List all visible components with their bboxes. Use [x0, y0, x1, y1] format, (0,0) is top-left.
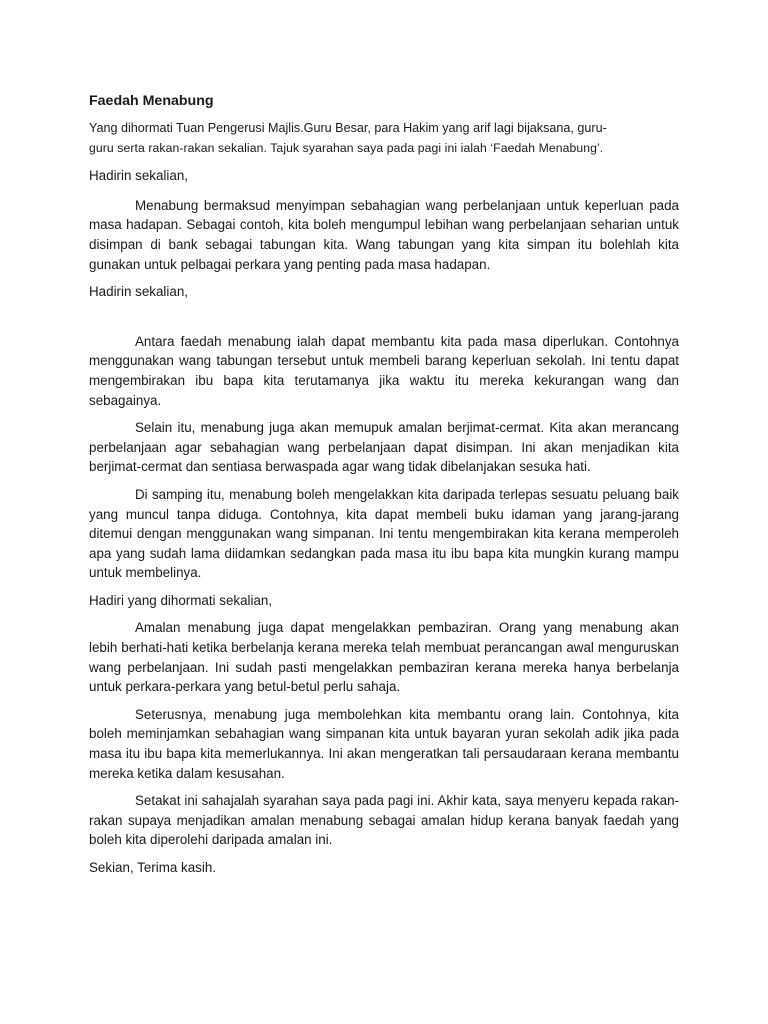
paragraph-4: Di samping itu, menabung boleh mengelakkan kita daripada terlepas sesuatu peluang baik yang muncul tanpa diduga. Contohnya, kita dapat membeli buku idaman yang jarang-jarang ditemui dengan menggunakan wang simpanan. Ini tentu mengembirakan kita kerana memperoleh apa yang sudah lama diidamkan sedangkan pada masa itu ibu bapa kita mungkin kurang mampu untuk membelinya.: [89, 486, 679, 581]
paragraph-5: Amalan menabung juga dapat mengelakkan pembaziran. Orang yang menabung akan lebih berhati-hati ketika berbelanja kerana mereka telah membuat perancangan awal menguruskan wang perbelanjaan. Ini sudah pasti mengelakkan pembaziran kerana mereka hanya berbelanja untuk perkara-perkara yang betul-betul perlu sahaja.: [89, 620, 679, 695]
intro-line-2: guru serta rakan-rakan sekalian. Tajuk syarahan saya pada pagi ini ialah ‘Faedah Menabung’.: [89, 140, 604, 155]
paragraph-3: Selain itu, menabung juga akan memupuk amalan berjimat-cermat. Kita akan merancang perbelanjaan agar sebahagian wang perbelanjaan dapat disimpan. Ini akan menjadikan kita berjimat-cermat dan sentiasa berwaspada agar wang tidak dibelanjakan sesuka hati.: [89, 420, 679, 475]
paragraph-2: Antara faedah menabung ialah dapat membantu kita pada masa diperlukan. Contohnya menggunakan wang tabungan tersebut untuk membeli barang keperluan sekolah. Ini tentu dapat mengembirakan ibu bapa kita terutamanya jika waktu itu mereka kekurangan wang dan sebagainya.: [89, 333, 679, 408]
document-page: [89, 92, 679, 878]
greeting-1: Hadirin sekalian,: [89, 168, 188, 184]
intro-line-1: Yang dihormati Tuan Pengerusi Majlis.Guru Besar, para Hakim yang arif lagi bijaksana, guru-: [89, 121, 607, 135]
paragraph-7: Setakat ini sahajalah syarahan saya pada pagi ini. Akhir kata, saya menyeru kepada rakan-rakan supaya menjadikan amalan menabung sebagai amalan hidup kerana banyak faedah yang boleh kita diperolehi daripada amalan ini.: [89, 793, 679, 848]
paragraph-1: Menabung bermaksud menyimpan sebahagian wang perbelanjaan untuk keperluan pada masa hadapan. Sebagai contoh, kita boleh mengumpul lebihan wang perbelanjaan seharian untuk disimpan di bank sebagai tabungan kita. Wang tabungan yang kita simpan itu bolehlah kita gunakan untuk pelbagai perkara yang penting pada masa hadapan.: [89, 197, 679, 272]
greeting-2: Hadirin sekalian,: [89, 284, 188, 300]
paragraph-6: Seterusnya, menabung juga membolehkan kita membantu orang lain. Contohnya, kita boleh meminjamkan sebahagian wang simpanan kita untuk bayaran yuran sekolah adik jika pada masa itu ibu bapa kita memerlukannya. Ini akan mengeratkan tali persaudaraan kerana membantu mereka ketika dalam kesusahan.: [89, 706, 679, 781]
closing-line: Sekian, Terima kasih.: [89, 860, 217, 875]
greeting-3: Hadiri yang dihormati sekalian,: [89, 592, 273, 608]
intro-paragraph: [89, 119, 679, 158]
document-title: Faedah Menabung: [89, 93, 214, 109]
